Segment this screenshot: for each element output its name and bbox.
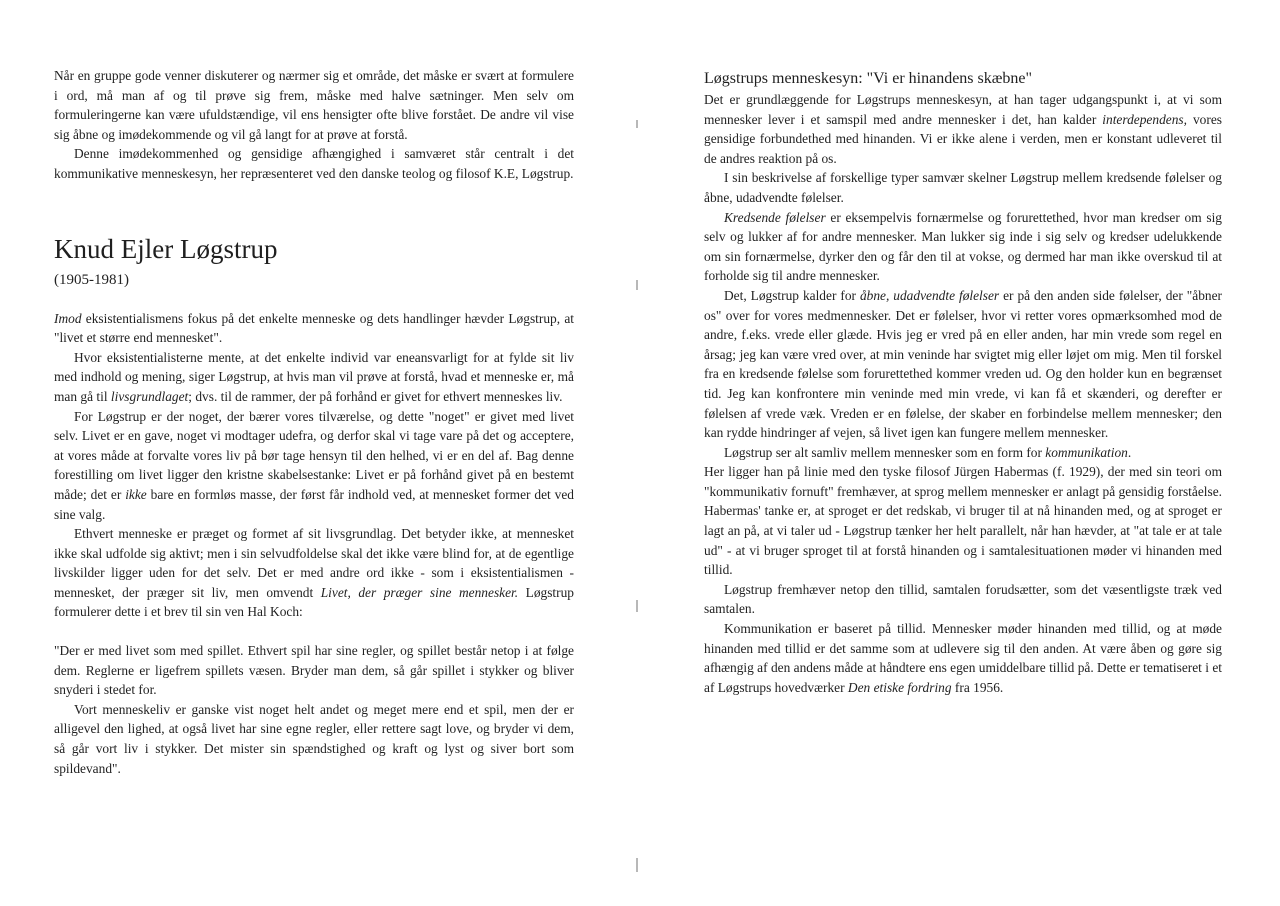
- body-paragraph: Imod eksistentialismens fokus på det enkelte menneske og dets handlinger hævder Løgstrup, at "livet et større end mennesket".: [54, 310, 574, 346]
- body-paragraph: Kredsende følelser er eksempelvis fornærmelse og forurettethed, hvor man kredser om sig selv og lukker af for andre mennesker. Man lukker sig inde i sig selv og kredser udelukkende om sin fornærmelse, dyrker den og får den til at vokse, og dermed har man ikke overskud til at forholde sig til andre mennesker.: [704, 209, 1222, 284]
- page-gutter-divider: [636, 600, 638, 612]
- emphasis-text: ikke: [125, 486, 147, 502]
- emphasis-text: Den etiske fordring: [847, 679, 952, 695]
- life-years: (1905-1981): [54, 271, 129, 288]
- quote-paragraph: Vort menneskeliv er ganske vist noget helt andet og meget mere end et spil, men der er alligevel den lighed, at også livet har sine egne regler, eller rettere sagt love, og bryder vi dem, så går vort liv i stykker. Det mister sin spændstighed og kraft og lyst og siver bort som spildevand".: [54, 701, 574, 776]
- body-paragraph: Løgstrup fremhæver netop den tillid, samtalen forudsætter, som det væsentligste træk ved samtalen.: [704, 581, 1222, 617]
- page-gutter-divider: [636, 858, 638, 872]
- intro-paragraph: Når en gruppe gode venner diskuterer og nærmer sig et område, det måske er svært at formulere i ord, må man af og til prøve sig frem, måske med halve sætninger. Men selv om formuleringerne kan være ufuldstændige, vil ens hensigter ofte blive forstået. De andre vil vise sig åbne og imødekommende og vil gå langt for at prøve at forstå.: [54, 68, 574, 142]
- body-paragraph: Løgstrup ser alt samliv mellem mennesker som en form for kommunikation.: [724, 444, 1132, 460]
- body-paragraph: Hvor eksistentialisterne mente, at det enkelte individ var eneansvarligt for at fylde sit liv med indhold og mening, siger Løgstrup, at hvis man vil prøve at forstå, hvad et menneske er, må man gå til livsgrundlaget; dvs. til de rammer, der på forhånd er givet for ethvert menneskes liv.: [54, 349, 574, 404]
- quote-paragraph: "Der er med livet som med spillet. Ethvert spil har sine regler, og spillet består netop i at følge dem. Reglerne er ligefrem spillets væsen. Bryder man dem, så går spillet i stykker og bliver snyderi i stedet for.: [54, 643, 574, 698]
- emphasis-text: kommunikation: [1045, 444, 1128, 460]
- intro-paragraph: Denne imødekommenhed og gensidige afhængighed i samværet står centralt i det kommunikative menneskesyn, her repræsenteret ved den danske teolog og filosof K.E, Løgstrup.: [54, 146, 574, 181]
- emphasis-text: Livet, der præger sine mennesker.: [320, 584, 519, 600]
- section-heading: Løgstrups menneskesyn: "Vi er hinandens skæbne": [704, 70, 1033, 87]
- body-paragraph: Ethvert menneske er præget og formet af sit livsgrundlag. Det betyder ikke, at mennesket ikke skal udfolde sig aktivt; men i sin selvudfoldelse skal det ikke være blind for, at de egentlige livskilder ligger uden for det selv. Det er med andre ord ikke - som i eksistentialismen - mennesket, der præger sit liv, men omvendt Livet, der præger sine mennesker. Løgstrup formulerer dette i et brev til sin ven Hal Koch:: [54, 526, 574, 620]
- body-paragraph: Det er grundlæggende for Løgstrups menneskesyn, at han tager udgangspunkt i, at vi som mennesker lever i et samspil med andre mennesker i det, han kalder interdependens, vores gensidige forbundethed med hinanden. Vi er ikke alene i verden, men er konstant udleveret til de andres reaktion på os.: [704, 92, 1222, 166]
- chapter-heading: Knud Ejler Løgstrup: [54, 233, 278, 264]
- right-page: [704, 0, 1222, 697]
- emphasis-text: livsgrundlaget: [110, 388, 189, 404]
- body-paragraph: I sin beskrivelse af forskellige typer samvær skelner Løgstrup mellem kredsende følelser og åbne, udadvendte følelser.: [704, 170, 1222, 205]
- emphasis-text: interdependens,: [1102, 111, 1187, 127]
- left-page: [54, 0, 574, 778]
- emphasis-text: åbne, udadvendte følelser: [859, 287, 1000, 303]
- body-paragraph: Kommunikation er baseret på tillid. Mennesker møder hinanden med tillid, og at møde hinanden med tillid er det samme som at udlevere sig til den anden. At være åben og gøre sig afhængig af den andens måde at håndtere ens egen umiddelbare tillid på. Dette er tematiseret i et af Løgstrups hovedværker Den etiske fordring fra 1956.: [704, 621, 1222, 695]
- page-gutter-divider: [636, 120, 638, 128]
- emphasis-text: Kredsende følelser: [724, 209, 826, 225]
- body-paragraph: Det, Løgstrup kalder for åbne, udadvendte følelser er på den anden side følelser, der "åbner os" over for vores medmennesker. Det er følelser, hvor vi retter vores opmærksomhed mod de andre, f.eks. vrede eller glæde. Hvis jeg er vred på en eller anden, har min vrede som regel en årsag; jeg kan være vred over, at min veninde har svigtet mig eller løjet om mig. Men til forskel fra en kredsende følelse som forurettethed kommer vreden ud. Og den holder kun en begrænset tid. Jeg kan konfrontere min veninde med min vrede, vi kan få et skænderi, og derefter er følelsen af vrede væk. Vreden er en følelse, der skaber en forbindelse mellem mennesker; den kan rydde hindringer af vejen, så livet igen kan fungere mellem mennesker.: [704, 287, 1222, 441]
- body-paragraph: Her ligger han på linie med den tyske filosof Jürgen Habermas (f. 1929), der med sin teori om "kommunikativ fornuft" fremhæver, at sprog mellem mennesker er anlagt på gensidig forståelse. Habermas' tanke er, at sproget er det redskab, vi bruger til at nå hinanden med, og at sproget er lagt an på, at vi taler ud - Løgstrup tænker her helt parallelt, når han hævder, at "at tale er at tale ud" - at vi bruger sproget til at forstå hinanden og i samtalesituationen møder vi hinanden med tillid.: [704, 464, 1222, 578]
- body-paragraph: For Løgstrup er der noget, der bærer vores tilværelse, og dette "noget" er givet med livet selv. Livet er en gave, noget vi modtager udefra, og derfor skal vi tage vare på det og acceptere, at vores måde at forvalte vores liv på bør tage hensyn til den helhed, vi er en del af. Bag denne forestilling om livet ligger den kristne skabelsestanke: Livet er på forhånd givet på en bestemt måde; det er ikke bare en formløs masse, der først får indhold ved, at mennesket former det ved sine valg.: [54, 408, 574, 522]
- page-gutter-divider: [636, 280, 638, 290]
- emphasis-text: Imod: [54, 310, 82, 326]
